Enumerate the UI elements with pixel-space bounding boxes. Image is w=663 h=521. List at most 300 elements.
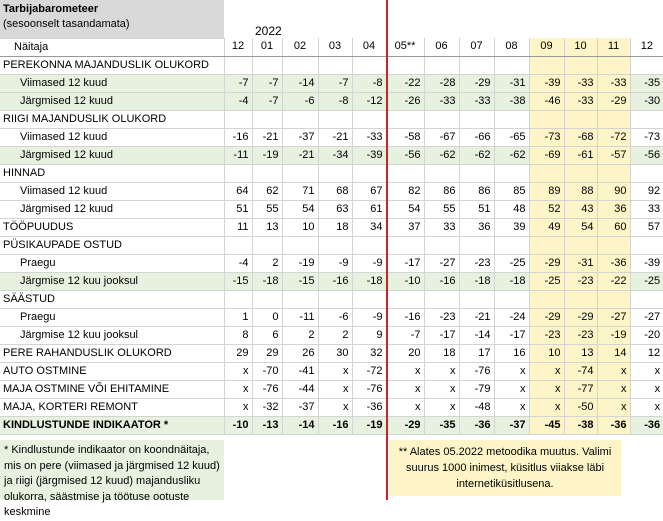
value-cell: -37: [282, 128, 318, 146]
table-row: [0, 380, 663, 398]
value-cell: [224, 290, 252, 308]
value-cell: -27: [597, 308, 630, 326]
value-cell: -20: [630, 326, 663, 344]
month-header: 01: [252, 38, 282, 56]
value-cell: -46: [529, 92, 564, 110]
value-cell: -27: [424, 254, 459, 272]
value-cell: [494, 56, 529, 74]
table-row: [0, 200, 663, 218]
value-cell: 10: [282, 218, 318, 236]
value-cell: -6: [318, 308, 352, 326]
value-cell: -29: [597, 92, 630, 110]
value-cell: -24: [494, 308, 529, 326]
value-cell: 82: [386, 182, 424, 200]
value-cell: [529, 56, 564, 74]
row-label: Viimased 12 kuud: [0, 128, 224, 146]
table-row: [0, 218, 663, 236]
value-cell: -11: [282, 308, 318, 326]
value-cell: -22: [597, 272, 630, 290]
row-label: PEREKONNA MAJANDUSLIK OLUKORD: [0, 56, 224, 74]
table-row: [0, 290, 663, 308]
value-cell: [224, 110, 252, 128]
value-cell: -17: [386, 254, 424, 272]
month-header: 04: [352, 38, 386, 56]
value-cell: x: [318, 380, 352, 398]
value-cell: -76: [352, 380, 386, 398]
row-label: HINNAD: [0, 164, 224, 182]
value-cell: -65: [494, 128, 529, 146]
value-cell: 49: [529, 218, 564, 236]
value-cell: -29: [459, 74, 494, 92]
table-row: [0, 74, 663, 92]
value-cell: -35: [424, 416, 459, 434]
value-cell: -62: [424, 146, 459, 164]
value-cell: [352, 56, 386, 74]
value-cell: 0: [252, 308, 282, 326]
value-cell: -33: [564, 74, 597, 92]
value-cell: -19: [597, 326, 630, 344]
value-cell: -26: [386, 92, 424, 110]
table-subtitle: (sesoonselt tasandamata): [3, 18, 130, 30]
value-cell: -7: [252, 92, 282, 110]
value-cell: 26: [282, 344, 318, 362]
row-label: Praegu: [0, 254, 224, 272]
value-cell: -35: [630, 74, 663, 92]
month-header: 08: [494, 38, 529, 56]
value-cell: 29: [224, 344, 252, 362]
value-cell: 29: [252, 344, 282, 362]
row-label: KINDLUSTUNDE INDIKAATOR *: [0, 416, 224, 434]
table-row: [0, 56, 663, 74]
row-label: MAJA OSTMINE VÕI EHITAMINE: [0, 380, 224, 398]
value-cell: -33: [459, 92, 494, 110]
value-cell: 90: [597, 182, 630, 200]
value-cell: 1: [224, 308, 252, 326]
value-cell: [424, 110, 459, 128]
value-cell: x: [529, 398, 564, 416]
value-cell: -31: [564, 254, 597, 272]
value-cell: [494, 290, 529, 308]
value-cell: -6: [282, 92, 318, 110]
value-cell: [224, 56, 252, 74]
value-cell: -72: [597, 128, 630, 146]
value-cell: x: [630, 398, 663, 416]
value-cell: 60: [597, 218, 630, 236]
value-cell: [318, 164, 352, 182]
value-cell: [386, 110, 424, 128]
value-cell: [352, 236, 386, 254]
value-cell: 2: [252, 254, 282, 272]
value-cell: [459, 164, 494, 182]
month-header: 12: [224, 38, 252, 56]
value-cell: -18: [252, 272, 282, 290]
value-cell: [459, 110, 494, 128]
value-cell: -8: [318, 92, 352, 110]
value-cell: [630, 164, 663, 182]
table-row: [0, 326, 663, 344]
value-cell: [282, 110, 318, 128]
value-cell: [318, 110, 352, 128]
value-cell: [224, 236, 252, 254]
value-cell: -33: [352, 128, 386, 146]
value-cell: x: [494, 398, 529, 416]
value-cell: [318, 236, 352, 254]
value-cell: -39: [529, 74, 564, 92]
value-cell: 2: [282, 326, 318, 344]
value-cell: x: [529, 362, 564, 380]
value-cell: [564, 110, 597, 128]
value-cell: [597, 56, 630, 74]
value-cell: 8: [224, 326, 252, 344]
value-cell: x: [529, 380, 564, 398]
month-header: 05**: [386, 38, 424, 56]
row-label: Viimased 12 kuud: [0, 182, 224, 200]
value-cell: [252, 56, 282, 74]
value-cell: [564, 164, 597, 182]
value-cell: 37: [386, 218, 424, 236]
value-cell: -21: [282, 146, 318, 164]
value-cell: -16: [318, 416, 352, 434]
value-cell: -19: [252, 146, 282, 164]
title-row: [0, 0, 663, 38]
month-header: 11: [597, 38, 630, 56]
value-cell: x: [630, 362, 663, 380]
value-cell: [630, 290, 663, 308]
value-cell: -18: [459, 272, 494, 290]
table-title: Tarbijabarometeer: [3, 3, 99, 15]
value-cell: -16: [318, 272, 352, 290]
value-cell: [424, 56, 459, 74]
value-cell: 85: [494, 182, 529, 200]
value-cell: [597, 110, 630, 128]
value-cell: -8: [352, 74, 386, 92]
value-cell: -39: [630, 254, 663, 272]
value-cell: -23: [459, 254, 494, 272]
value-cell: 86: [459, 182, 494, 200]
value-cell: -10: [386, 272, 424, 290]
value-cell: 36: [597, 200, 630, 218]
value-cell: -66: [459, 128, 494, 146]
value-cell: x: [318, 362, 352, 380]
table-row: [0, 164, 663, 182]
value-cell: -38: [494, 92, 529, 110]
value-cell: -70: [252, 362, 282, 380]
value-cell: 12: [630, 344, 663, 362]
value-cell: -28: [424, 74, 459, 92]
value-cell: -39: [352, 146, 386, 164]
value-cell: -57: [597, 146, 630, 164]
month-header: 02: [282, 38, 318, 56]
value-cell: -62: [494, 146, 529, 164]
month-header: 10: [564, 38, 597, 56]
value-cell: -36: [630, 416, 663, 434]
value-cell: -16: [224, 128, 252, 146]
value-cell: -13: [252, 416, 282, 434]
value-cell: -7: [386, 326, 424, 344]
value-cell: [494, 236, 529, 254]
value-cell: -48: [459, 398, 494, 416]
table-row: [0, 272, 663, 290]
value-cell: [424, 164, 459, 182]
value-cell: -44: [282, 380, 318, 398]
value-cell: 34: [352, 218, 386, 236]
value-cell: -76: [459, 362, 494, 380]
value-cell: x: [630, 380, 663, 398]
value-cell: x: [424, 398, 459, 416]
value-cell: -19: [282, 254, 318, 272]
value-cell: -29: [564, 308, 597, 326]
value-cell: -9: [352, 308, 386, 326]
value-cell: x: [424, 362, 459, 380]
value-cell: 20: [386, 344, 424, 362]
value-cell: [630, 56, 663, 74]
value-cell: 55: [252, 200, 282, 218]
value-cell: 32: [352, 344, 386, 362]
value-cell: [252, 110, 282, 128]
value-cell: 16: [494, 344, 529, 362]
value-cell: 67: [352, 182, 386, 200]
value-cell: 55: [424, 200, 459, 218]
value-cell: [386, 164, 424, 182]
table-row: [0, 182, 663, 200]
value-cell: -58: [386, 128, 424, 146]
row-label: Praegu: [0, 308, 224, 326]
value-cell: -29: [529, 254, 564, 272]
table-row: [0, 146, 663, 164]
footnote-methodology: ** Alates 05.2022 metoodika muutus. Valimi suurus 1000 inimest, küsitlus viiakse läbi internetiküsitlusena.: [389, 440, 621, 496]
table-row: [0, 308, 663, 326]
value-cell: x: [386, 362, 424, 380]
value-cell: [352, 290, 386, 308]
value-cell: x: [597, 362, 630, 380]
value-cell: -10: [224, 416, 252, 434]
table-row: [0, 128, 663, 146]
value-cell: 33: [630, 200, 663, 218]
value-cell: 14: [597, 344, 630, 362]
indicator-header: Näitaja: [0, 38, 224, 56]
value-cell: [352, 110, 386, 128]
footnote-confidence: * Kindlustunde indikaator on koondnäitaja, mis on pere (viimased ja järgmised 12 kuud) ja riigi (järgmised 12 kuud) majandusliku olukorra, säästmise ja töötuse ootuste keskmine: [0, 440, 224, 500]
value-cell: [318, 56, 352, 74]
value-cell: -45: [529, 416, 564, 434]
value-cell: -34: [318, 146, 352, 164]
row-label: AUTO OSTMINE: [0, 362, 224, 380]
methodology-change-line: [386, 0, 388, 500]
value-cell: [282, 56, 318, 74]
month-header: 09: [529, 38, 564, 56]
value-cell: -56: [386, 146, 424, 164]
value-cell: -37: [494, 416, 529, 434]
value-cell: -16: [386, 308, 424, 326]
value-cell: [459, 290, 494, 308]
row-label: TÖÖPUUDUS: [0, 218, 224, 236]
row-label: SÄÄSTUD: [0, 290, 224, 308]
value-cell: -25: [529, 272, 564, 290]
value-cell: -29: [386, 416, 424, 434]
value-cell: 11: [224, 218, 252, 236]
value-cell: -7: [252, 74, 282, 92]
value-cell: 51: [224, 200, 252, 218]
value-cell: -41: [282, 362, 318, 380]
value-cell: 54: [386, 200, 424, 218]
value-cell: -7: [224, 74, 252, 92]
value-cell: -7: [318, 74, 352, 92]
value-cell: [597, 236, 630, 254]
value-cell: 57: [630, 218, 663, 236]
value-cell: [529, 236, 564, 254]
value-cell: 62: [252, 182, 282, 200]
value-cell: 17: [459, 344, 494, 362]
value-cell: -23: [529, 326, 564, 344]
value-cell: 54: [282, 200, 318, 218]
year-label: 2022: [255, 24, 282, 38]
value-cell: -25: [494, 254, 529, 272]
value-cell: [386, 236, 424, 254]
value-cell: x: [494, 380, 529, 398]
value-cell: [459, 236, 494, 254]
value-cell: [597, 164, 630, 182]
row-label: Järgmised 12 kuud: [0, 92, 224, 110]
value-cell: -37: [282, 398, 318, 416]
value-cell: x: [224, 362, 252, 380]
value-cell: 86: [424, 182, 459, 200]
value-cell: -12: [352, 92, 386, 110]
value-cell: -17: [494, 326, 529, 344]
value-cell: -79: [459, 380, 494, 398]
value-cell: [282, 236, 318, 254]
value-cell: -69: [529, 146, 564, 164]
value-cell: [252, 164, 282, 182]
value-cell: -72: [352, 362, 386, 380]
value-cell: -21: [459, 308, 494, 326]
value-cell: -67: [424, 128, 459, 146]
value-cell: [494, 110, 529, 128]
value-cell: [597, 290, 630, 308]
value-cell: -15: [282, 272, 318, 290]
value-cell: [424, 290, 459, 308]
value-cell: [630, 110, 663, 128]
value-cell: 52: [529, 200, 564, 218]
value-cell: [282, 290, 318, 308]
value-cell: 2: [318, 326, 352, 344]
value-cell: 61: [352, 200, 386, 218]
value-cell: 18: [424, 344, 459, 362]
table-row: [0, 110, 663, 128]
value-cell: -4: [224, 254, 252, 272]
table-row: [0, 416, 663, 434]
value-cell: -16: [424, 272, 459, 290]
value-cell: 6: [252, 326, 282, 344]
value-cell: 36: [459, 218, 494, 236]
month-header: 12: [630, 38, 663, 56]
month-header: 06: [424, 38, 459, 56]
value-cell: -27: [630, 308, 663, 326]
value-cell: -23: [564, 326, 597, 344]
table-row: [0, 362, 663, 380]
value-cell: -18: [494, 272, 529, 290]
value-cell: -36: [597, 416, 630, 434]
value-cell: [529, 290, 564, 308]
value-cell: -31: [494, 74, 529, 92]
value-cell: 89: [529, 182, 564, 200]
value-cell: 10: [529, 344, 564, 362]
value-cell: 88: [564, 182, 597, 200]
value-cell: x: [386, 380, 424, 398]
value-cell: [352, 164, 386, 182]
value-cell: -25: [630, 272, 663, 290]
value-cell: -9: [318, 254, 352, 272]
value-cell: [424, 236, 459, 254]
value-cell: [224, 164, 252, 182]
row-label: PERE RAHANDUSLIK OLUKORD: [0, 344, 224, 362]
value-cell: -33: [424, 92, 459, 110]
value-cell: [564, 290, 597, 308]
row-label: RIIGI MAJANDUSLIK OLUKORD: [0, 110, 224, 128]
table-row: [0, 398, 663, 416]
value-cell: -62: [459, 146, 494, 164]
table-row: [0, 254, 663, 272]
table-row: [0, 236, 663, 254]
value-cell: -76: [252, 380, 282, 398]
row-label: Järgmised 12 kuud: [0, 146, 224, 164]
value-cell: 30: [318, 344, 352, 362]
value-cell: 71: [282, 182, 318, 200]
value-cell: -17: [424, 326, 459, 344]
value-cell: x: [597, 398, 630, 416]
value-cell: -68: [564, 128, 597, 146]
value-cell: -36: [352, 398, 386, 416]
value-cell: -21: [318, 128, 352, 146]
month-header: 07: [459, 38, 494, 56]
value-cell: [318, 290, 352, 308]
value-cell: [630, 236, 663, 254]
value-cell: -14: [282, 416, 318, 434]
value-cell: [494, 164, 529, 182]
value-cell: x: [597, 380, 630, 398]
value-cell: -73: [630, 128, 663, 146]
value-cell: x: [386, 398, 424, 416]
value-cell: x: [318, 398, 352, 416]
value-cell: -61: [564, 146, 597, 164]
value-cell: -9: [352, 254, 386, 272]
value-cell: -32: [252, 398, 282, 416]
value-cell: [529, 164, 564, 182]
value-cell: -22: [386, 74, 424, 92]
value-cell: -18: [352, 272, 386, 290]
value-cell: -36: [597, 254, 630, 272]
month-header: 03: [318, 38, 352, 56]
table-row: [0, 344, 663, 362]
row-label: PÜSIKAUPADE OSTUD: [0, 236, 224, 254]
table-row: [0, 92, 663, 110]
value-cell: 92: [630, 182, 663, 200]
value-cell: -15: [224, 272, 252, 290]
value-cell: x: [494, 362, 529, 380]
value-cell: 9: [352, 326, 386, 344]
value-cell: -4: [224, 92, 252, 110]
value-cell: 48: [494, 200, 529, 218]
row-label: MAJA, KORTERI REMONT: [0, 398, 224, 416]
value-cell: -74: [564, 362, 597, 380]
value-cell: 18: [318, 218, 352, 236]
value-cell: 13: [564, 344, 597, 362]
row-label: Järgmise 12 kuu jooksul: [0, 272, 224, 290]
value-cell: -36: [459, 416, 494, 434]
value-cell: -33: [564, 92, 597, 110]
row-label: Järgmise 12 kuu jooksul: [0, 326, 224, 344]
value-cell: [529, 110, 564, 128]
value-cell: [564, 56, 597, 74]
